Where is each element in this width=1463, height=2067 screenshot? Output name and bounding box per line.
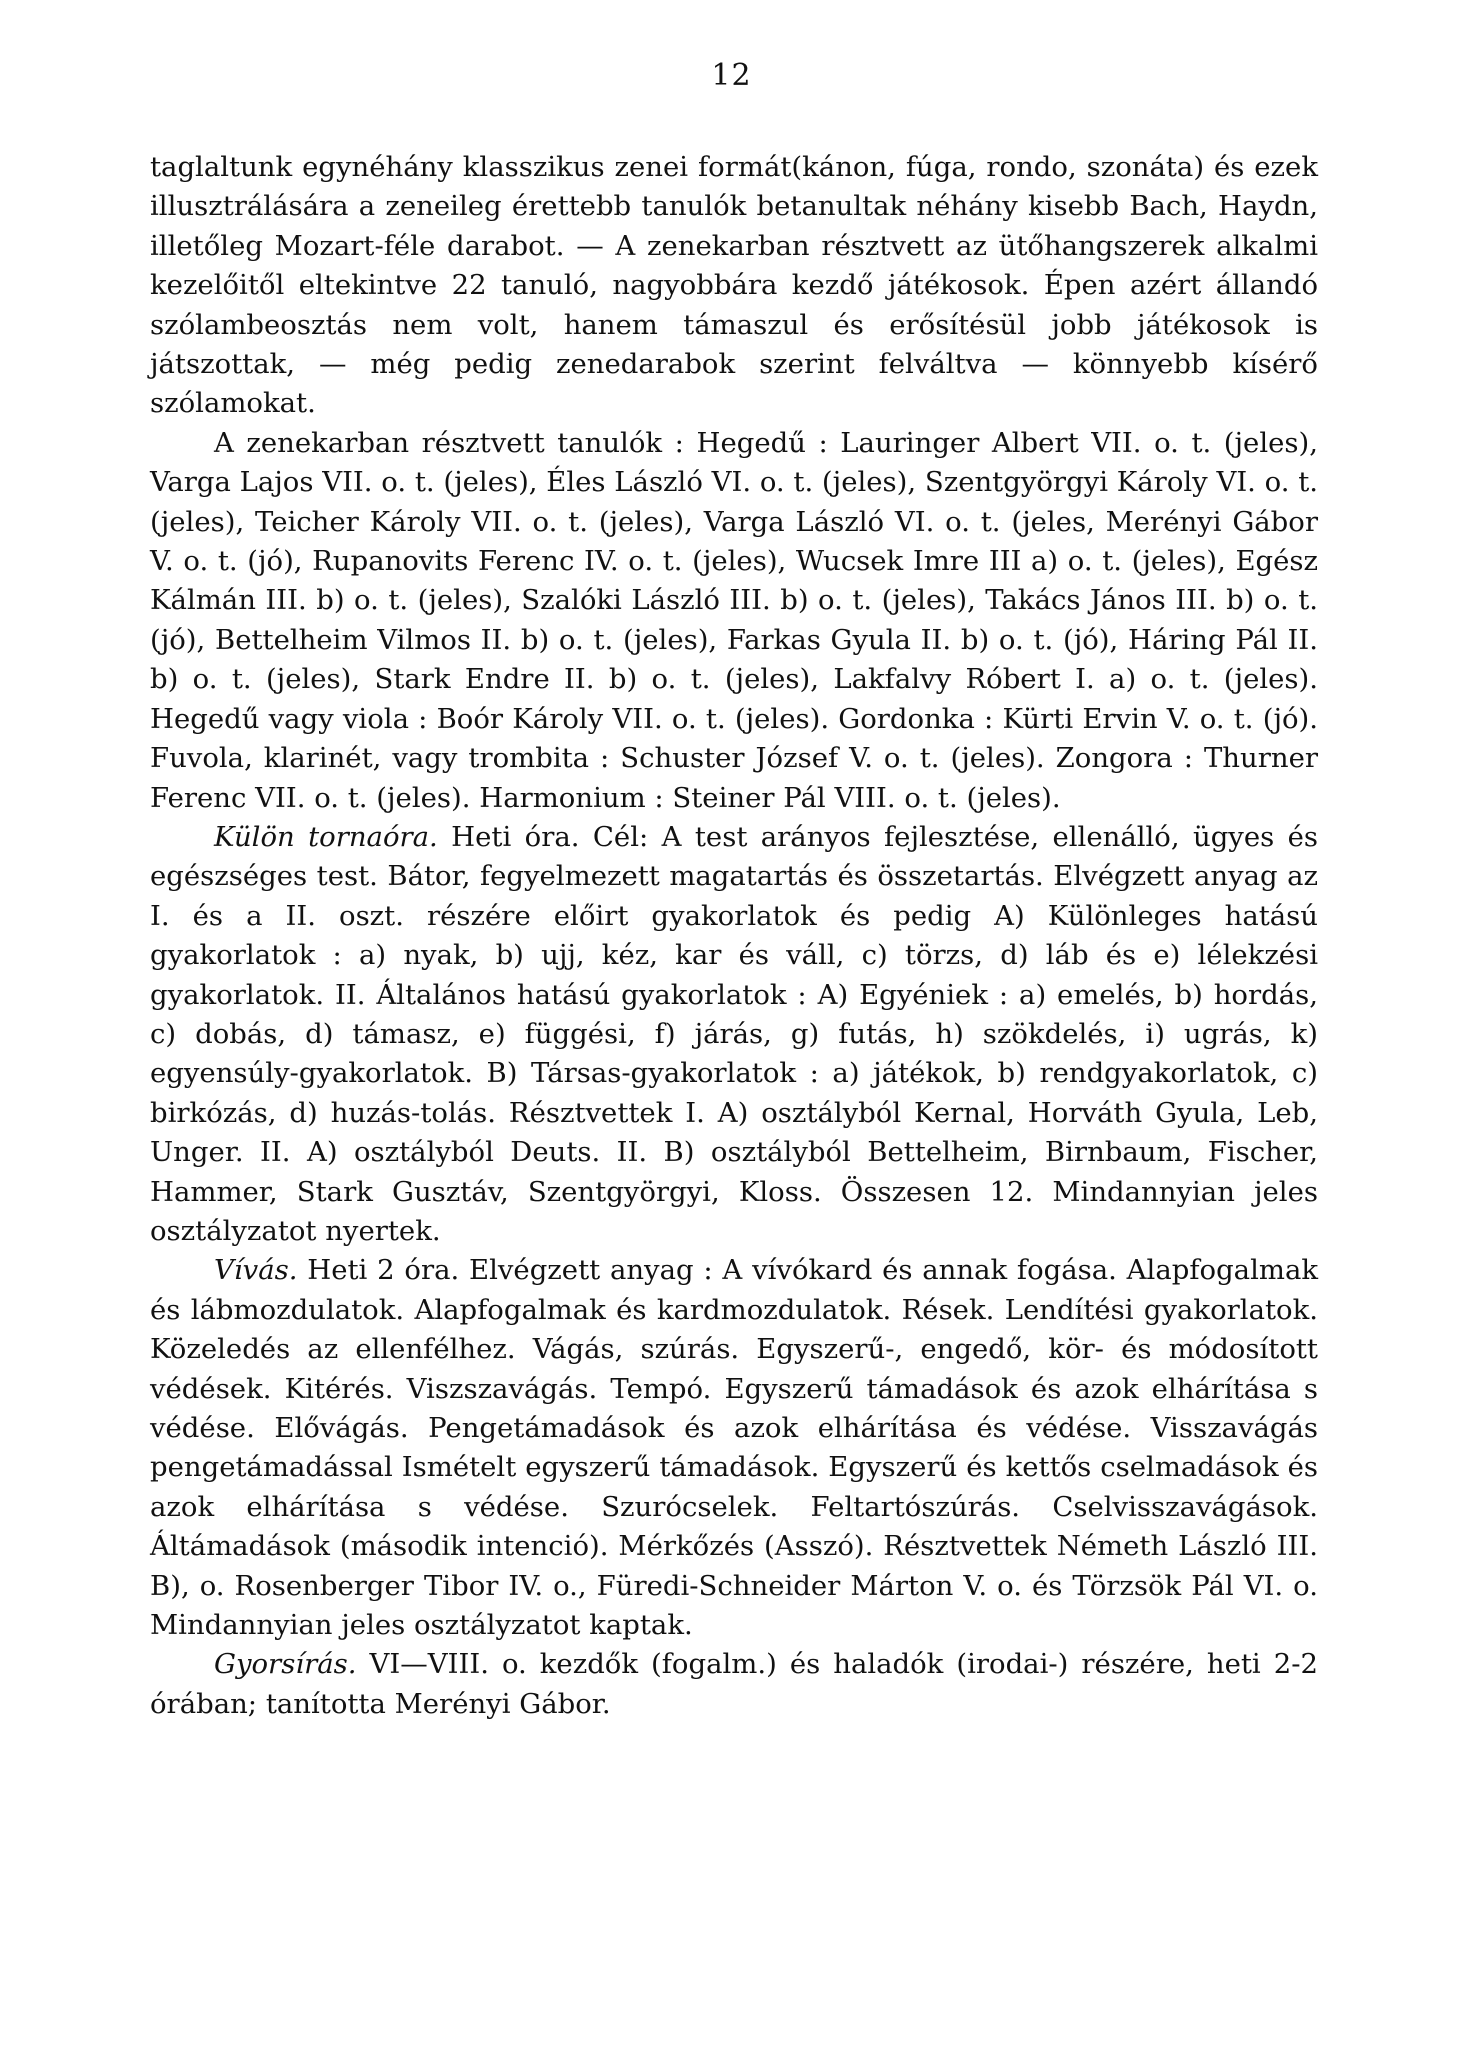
section-heading-fencing: Vívás. [214,1254,298,1287]
section-heading-shorthand: Gyorsírás. [214,1648,357,1681]
paragraph-shorthand [150,1645,1318,1724]
paragraph-text: Heti 2 óra. Elvégzett anyag : A vívókard és annak fogása. Alapfogalmak és lábmozdulatok. Alapfogalmak és kardmozdulatok. Rések. Lendítési gyakorlatok. Közeledés az ellenfélhez. Vágás, szúrás. Egyszerű-, engedő, kör- és módosított védések. Kitérés. Viszszavágás. Tempó. Egyszerű támadások és azok elhárítása s védése. Elővágás. Pengetámadások és azok elhárítása és védése. Visszavágás pengetámadással Ismételt egyszerű támadások. Egyszerű és kettős cselmadások és azok elhárítása s védése. Szurócselek. Feltartószúrás. Cselvisszavágások. Áltámadások (második intenció). Mérkőzés (Asszó). Résztvettek Németh László III. B), o. Rosenberger Tibor IV. o., Füredi-Schneider Márton V. o. és Törzsök Pál VI. o. Mindannyian jeles osztályzatot kaptak. [150,1254,1318,1642]
paragraph-gymnastics [150,818,1318,1251]
paragraph-text: A zenekarban résztvett tanulók : Hegedű : Lauringer Albert VII. o. t. (jeles), Varga Lajos VII. o. t. (jeles), Éles László VI. o. t. (jeles), Szentgyörgyi Károly VI. o. t. (jeles), Teicher Károly VII. o. t. (jeles), Varga László VI. o. t. (jeles, Merényi Gábor V. o. t. (jó), Rupanovits Ferenc IV. o. t. (jeles), Wucsek Imre III a) o. t. (jeles), Egész Kálmán III. b) o. t. (jeles), Szalóki László III. b) o. t. (jeles), Takács János III. b) o. t. (jó), Bettelheim Vilmos II. b) o. t. (jeles), Farkas Gyula II. b) o. t. (jó), Háring Pál II. b) o. t. (jeles), Stark Endre II. b) o. t. (jeles), Lakfalvy Róbert I. a) o. t. (jeles). Hegedű vagy viola : Boór Károly VII. o. t. (jeles). Gordonka : Kürti Ervin V. o. t. (jó). Fuvola, klarinét, vagy trombita : Schuster József V. o. t. (jeles). Zongora : Thurner Ferenc VII. o. t. (jeles). Harmonium : Steiner Pál VIII. o. t. (jeles). [150,426,1319,814]
paragraph-text: Heti óra. Cél: A test arányos fejlesztése, ellenálló, ügyes és egészséges test. Bátor, fegyelmezett magatartás és összetartás. Elvégzett anyag az I. és a II. oszt. részére előirt gyakorlatok és pedig A) Különleges hatású gyakorlatok : a) nyak, b) ujj, kéz, kar és váll, c) törzs, d) láb és e) lélekzési gyakorlatok. II. Általános hatású gyakorlatok : A) Egyéniek : a) emelés, b) hordás, c) dobás, d) támasz, e) függési, f) járás, g) futás, h) szökdelés, i) ugrás, k) egyensúly-gyakorlatok. B) Társas-gyakorlatok : a) játékok, b) rendgyakorlatok, c) birkózás, d) huzás-tolás. Résztvettek I. A) osztályból Kernal, Horváth Gyula, Leb, Unger. II. A) osztályból Deuts. II. B) osztályból Bettelheim, Birnbaum, Fischer, Hammer, Stark Gusztáv, Szentgyörgyi, Kloss. Összesen 12. Mindannyian jeles osztályzatot nyertek. [150,820,1318,1247]
page-number: 12 [711,58,752,93]
text-column [150,148,1318,1724]
paragraph-orchestra-members [150,424,1318,818]
section-heading-gymnastics: Külön tornaóra. [214,820,438,853]
paragraph-text: taglaltunk egynéhány klasszikus zenei formát(kánon, fúga, rondo, szonáta) és ezek illusztrálására a zeneileg érettebb tanulók betanultak néhány kisebb Bach, Haydn, illetőleg Mozart-féle darabot. — A zenekarban résztvett az ütőhangszerek alkalmi kezelőitől eltekintve 22 tanuló, nagyobbára kezdő játékosok. Épen azért állandó szólambeosztás nem volt, hanem támaszul és erősítésül jobb játékosok is játszottak, — még pedig zenedarabok szerint felváltva — könnyebb kísérő szólamokat. [150,151,1318,420]
paragraph-fencing [150,1251,1318,1645]
paragraph-music-forms [150,148,1318,424]
paragraph-text: VI—VIII. o. kezdők (fogalm.) és haladók (irodai-) részére, heti 2-2 órában; tanította Merényi Gábor. [150,1648,1318,1720]
